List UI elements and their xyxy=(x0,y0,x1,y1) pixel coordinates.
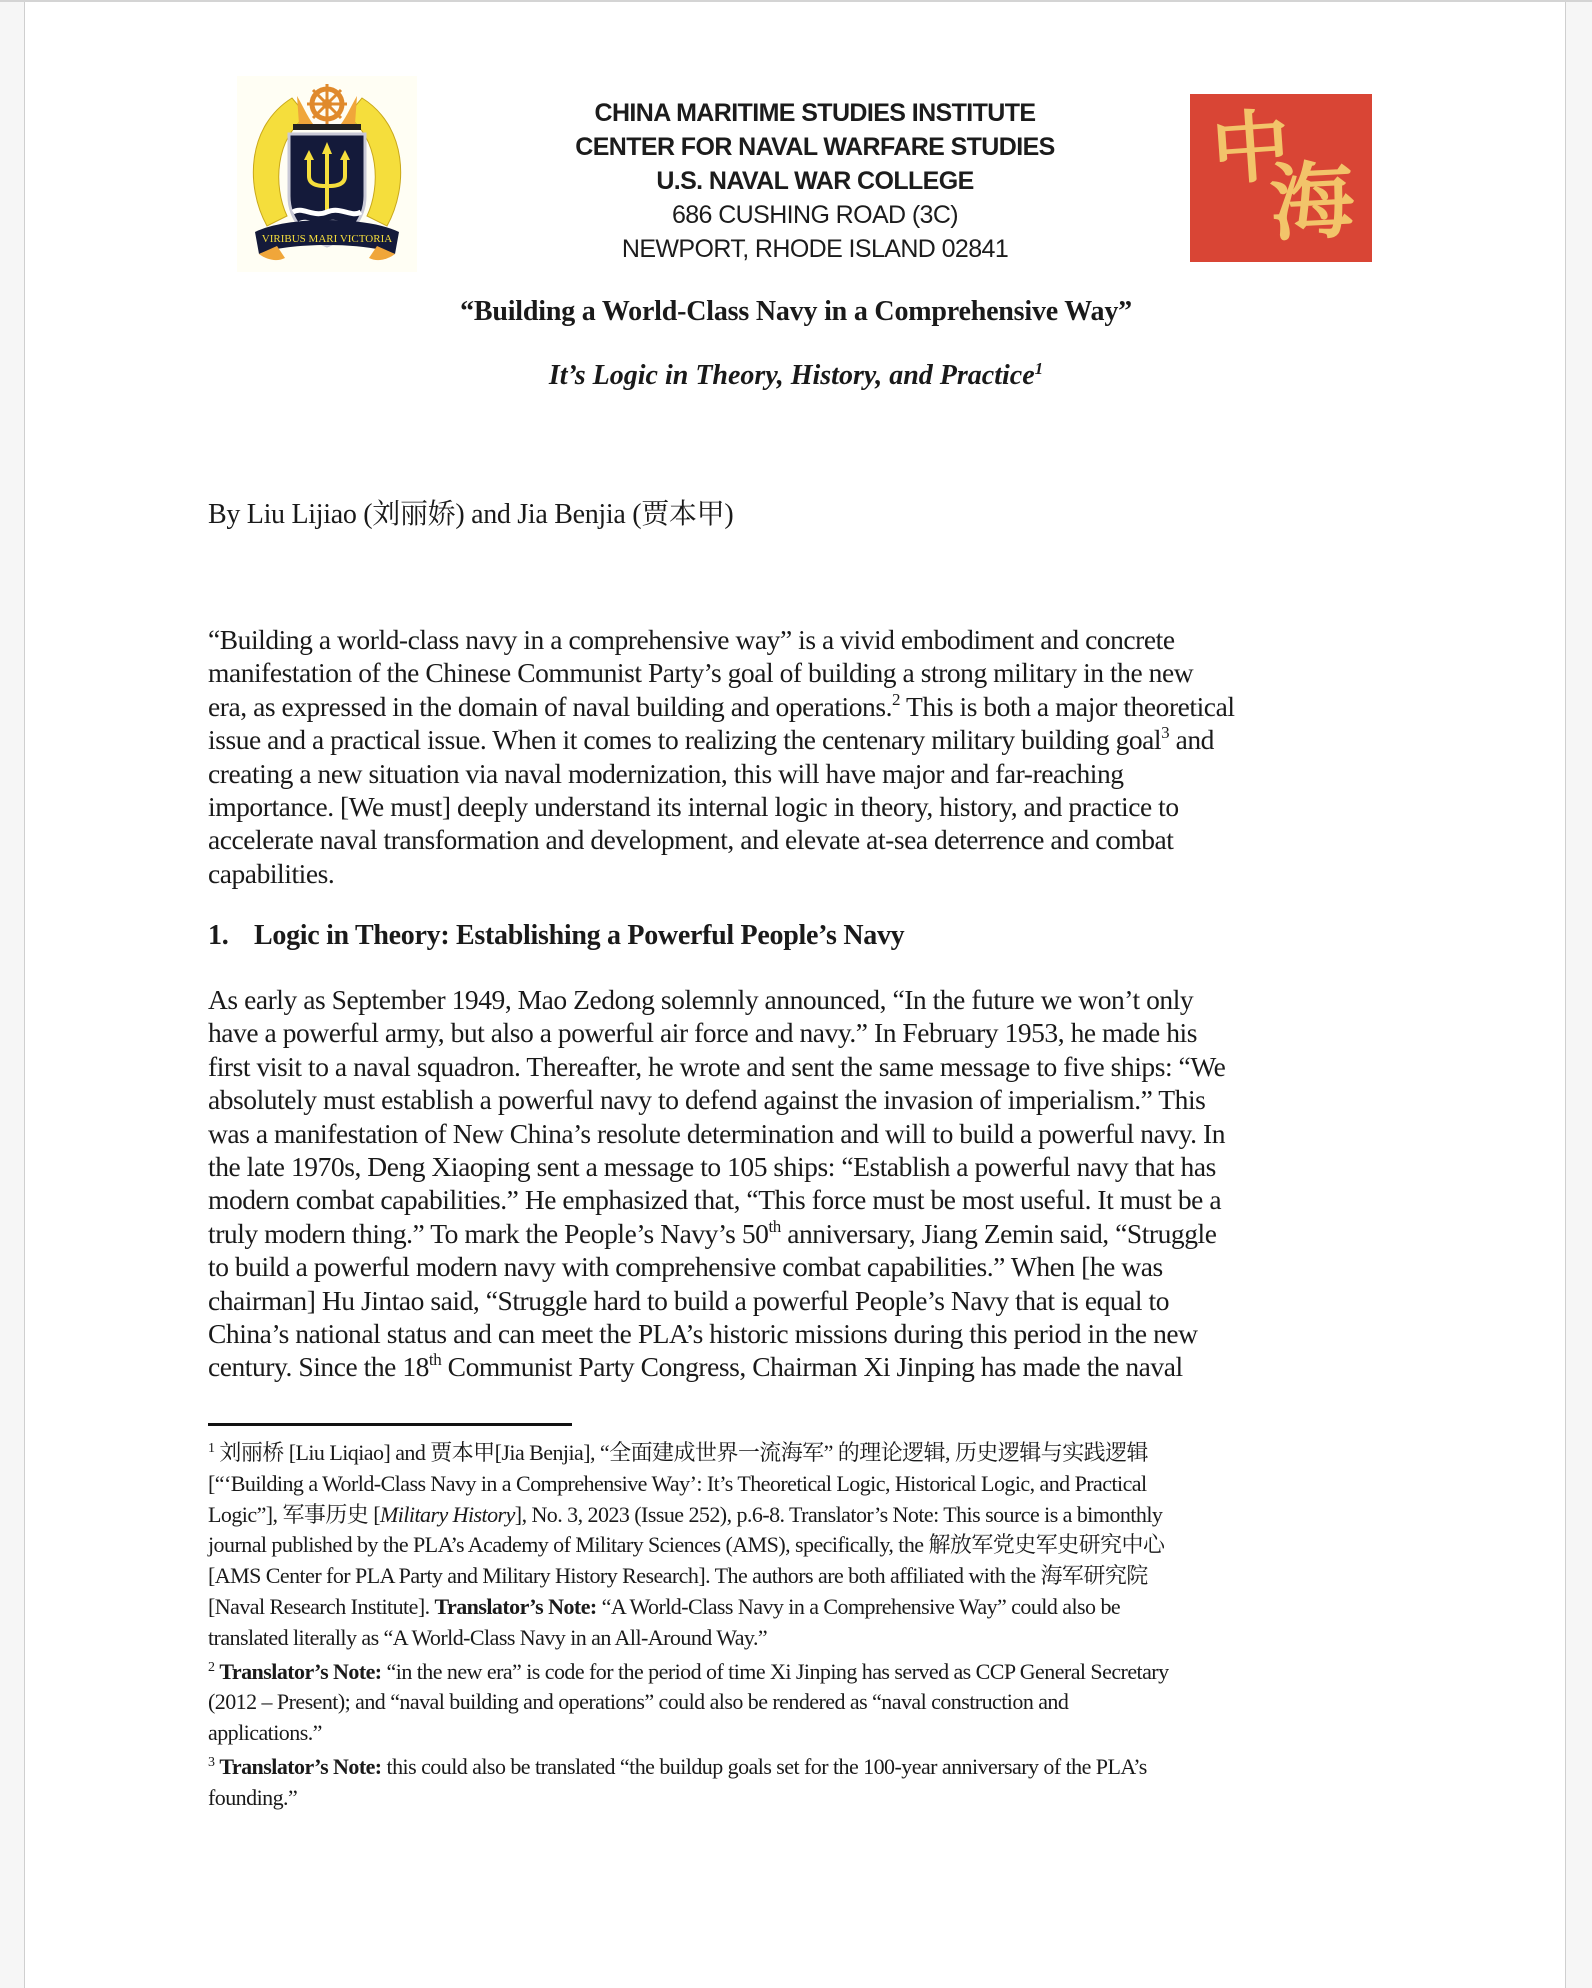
college-name: U.S. NAVAL WAR COLLEGE xyxy=(656,167,974,195)
footnotes xyxy=(208,1438,1448,1817)
document-title: “Building a World-Class Navy in a Comprehensive Way” xyxy=(460,296,1132,327)
footnote-ref-3[interactable]: 3 xyxy=(1161,723,1170,743)
footnote-ref-2[interactable]: 2 xyxy=(892,689,901,709)
intro-paragraph: “Building a world-class navy in a comprehensive way” is a vivid embodiment and concrete manifestation of the Chinese Communist Party’s goal of building a strong military in the new era, as expressed in the domain of naval building and operations.$^2$ This is both a major theoretical issue and a practical issue. When it comes to realizing the centenary military building goal$^3$ and creating a new situation via naval modernization, this will have major and far-reaching importance. [We must] deeply understand its internal logic in theory, history, and practice to accelerate naval transformation and development, and elevate at-sea deterrence and combat capabilities. xyxy=(208,624,1235,889)
footnote-2: $^2$ Translator’s Note: “in the new era” is code for the period of time Xi Jinping has served as CCP General Secretary (2012 – Present); and “naval building and operations” could also be rendered as “naval construction and applications.” xyxy=(208,1658,1169,1746)
logo-glyph-hai: 海 xyxy=(1267,150,1357,254)
logo-glyph-zhong: 中 xyxy=(1208,101,1294,197)
document-subtitle: It’s Logic in Theory, History, and Practice$^1$ xyxy=(548,359,1044,391)
china-maritime-studies-logo-icon xyxy=(1190,94,1372,262)
naval-war-college-seal-icon xyxy=(237,76,417,272)
footnote-ref-1[interactable]: 1 xyxy=(1034,359,1044,378)
city-state-zip: NEWPORT, RHODE ISLAND 02841 xyxy=(621,235,1009,263)
document-page xyxy=(24,2,1566,1988)
author-byline: By Liu Lijiao (刘丽娇) and Jia Benjia (贾本甲) xyxy=(208,499,734,530)
street-address: 686 CUSHING ROAD (3C) xyxy=(671,201,959,229)
footnote-separator xyxy=(208,1423,572,1426)
footnote-3: $^3$ Translator’s Note: this could also be translated “the buildup goals set for the 100-year anniversary of the PLA’s founding.” xyxy=(208,1753,1147,1810)
institution-name: CHINA MARITIME STUDIES INSTITUTE xyxy=(594,99,1036,127)
section-heading-1: 1. Logic in Theory: Establishing a Powerful People’s Navy xyxy=(208,920,905,951)
footnote-1: $^1$ 刘丽桥 [Liu Liqiao] and 贾本甲[Jia Benjia], “全面建成世界一流海军” 的理论逻辑, 历史逻辑与实践逻辑 [“‘Building a World-Class Navy in a Comprehensive Way’: It’s Theoretical Logic, Historical Logic, and Practical Logic”], 军事历史 [Military History], No. 3, 2023 (Issue 252), p.6-8. Translator’s Note: This source is a bimonthly journal published by the PLA’s Academy of Military Sciences (AMS), specifically, the 解放军党史军史研究中心 [AMS Center for PLA Party and Military History Research]. The authors are both affiliated with the 海军研究院 [Naval Research Institute]. Translator’s Note: “A World-Class Navy in a Comprehensive Way” could also be translated literally as “A World-Class Navy in an All-Around Way.” xyxy=(208,1440,1165,1650)
svg-text:VIRIBUS MARI VICTORIA: VIRIBUS MARI VICTORIA xyxy=(261,233,393,245)
section-1-paragraph: As early as September 1949, Mao Zedong solemnly announced, “In the future we won’t only have a powerful army, but also a powerful air force and navy.” In February 1953, he made his first visit to a naval squadron. Thereafter, he wrote and sent the same message to five ships: “We absolutely must establish a powerful navy to defend against the invasion of imperialism.” This was a manifestation of New China’s resolute determination and will to build a powerful navy. In the late 1970s, Deng Xiaoping sent a message to 105 ships: “Establish a powerful navy that has modern combat capabilities.” He emphasized that, “This force must be most useful. It must be a truly modern thing.” To mark the People’s Navy’s 50th anniversary, Jiang Zemin said, “Struggle to build a powerful modern navy with comprehensive combat capabilities.” When [he was chairman] Hu Jintao said, “Struggle hard to build a powerful People’s Navy that is equal to China’s national status and can meet the PLA’s historic missions during this period in the new century. Since the 18th Communist Party Congress, Chairman Xi Jinping has made the naval xyxy=(208,984,1226,1383)
center-name: CENTER FOR NAVAL WARFARE STUDIES xyxy=(575,133,1055,161)
institution-address-block xyxy=(465,96,1165,266)
